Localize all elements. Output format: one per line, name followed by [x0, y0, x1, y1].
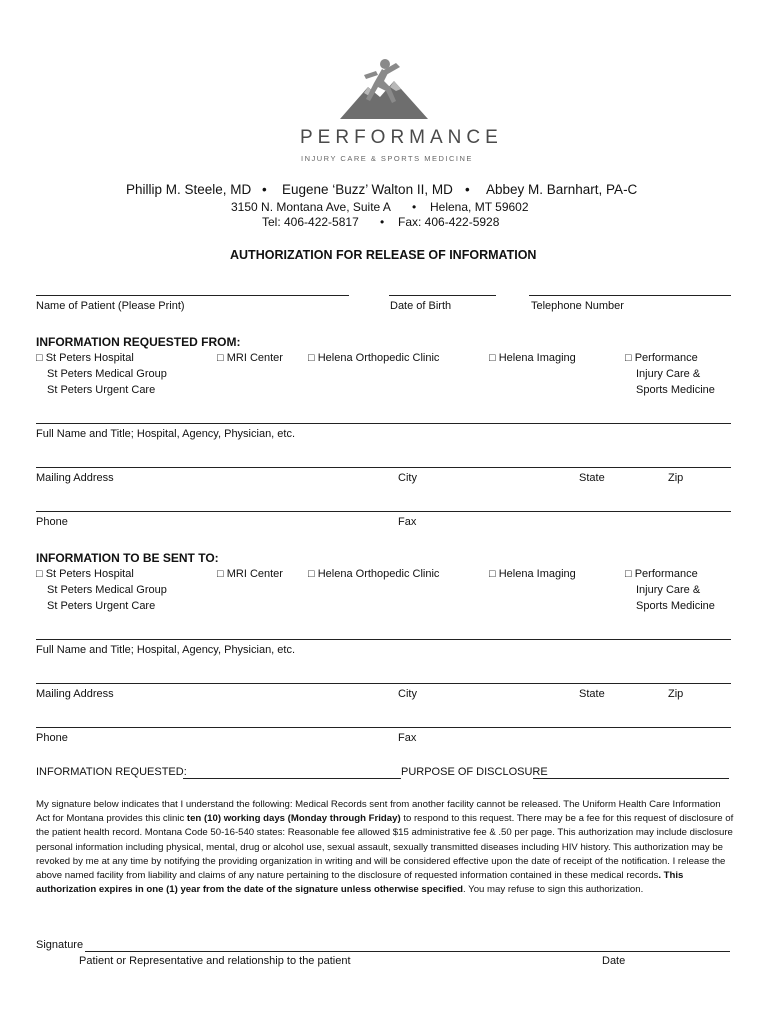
from-helena-imaging-checkbox[interactable]: □ Helena Imaging: [489, 352, 576, 364]
fax-label: Fax: [398, 516, 417, 528]
info-requested-label: INFORMATION REQUESTED:: [36, 766, 187, 778]
from-phone-field[interactable]: [36, 511, 731, 512]
option-line: Injury Care &: [636, 584, 701, 596]
mailing-label: Mailing Address: [36, 472, 114, 484]
city-label: City: [398, 472, 417, 484]
checkbox-icon: □: [489, 568, 496, 580]
checkbox-icon: □: [489, 352, 496, 364]
phone-label: Phone: [36, 732, 68, 744]
patient-name-label: Name of Patient (Please Print): [36, 300, 185, 312]
from-heading: INFORMATION REQUESTED FROM:: [36, 335, 241, 349]
brand-tagline: INJURY CARE & SPORTS MEDICINE: [301, 154, 473, 163]
from-mailing-field[interactable]: [36, 467, 731, 468]
purpose-label: PURPOSE OF DISCLOSURE: [401, 766, 548, 778]
from-fullname-field[interactable]: [36, 423, 731, 424]
to-fullname-field[interactable]: [36, 639, 731, 640]
info-requested-field[interactable]: [183, 778, 401, 779]
checkbox-icon: □: [625, 568, 632, 580]
bullet-separator: •: [380, 215, 385, 229]
bullet-separator: •: [465, 182, 470, 197]
mailing-label: Mailing Address: [36, 688, 114, 700]
option-line: St Peters Urgent Care: [47, 600, 156, 612]
signature-date-label: Date: [602, 955, 626, 967]
fullname-label: Full Name and Title; Hospital, Agency, Physician, etc.: [36, 428, 296, 440]
clinic-fax: Fax: 406-422-5928: [398, 215, 500, 229]
bullet-separator: •: [262, 182, 267, 197]
clinic-street: 3150 N. Montana Ave, Suite A: [231, 200, 391, 214]
telephone-field[interactable]: [529, 295, 731, 296]
from-performance-checkbox[interactable]: □ Performance: [625, 352, 698, 364]
option-line: St Peters Medical Group: [47, 584, 167, 596]
state-label: State: [579, 688, 605, 700]
phone-label: Phone: [36, 516, 68, 528]
option-line: Sports Medicine: [636, 384, 715, 396]
to-helena-imaging-checkbox[interactable]: □ Helena Imaging: [489, 568, 576, 580]
disclosure-emphasis: . This authorization expires in one (1) year from the date of the signature unless otherwise specified: [36, 870, 684, 896]
state-label: State: [579, 472, 605, 484]
purpose-field[interactable]: [533, 778, 729, 779]
checkbox-icon: □: [36, 352, 43, 364]
from-mri-checkbox[interactable]: □ MRI Center: [217, 352, 283, 364]
signature-field[interactable]: [85, 951, 730, 952]
from-helena-ortho-checkbox[interactable]: □ Helena Orthopedic Clinic: [308, 352, 440, 364]
dob-label: Date of Birth: [390, 300, 452, 312]
to-phone-field[interactable]: [36, 727, 731, 728]
form-title: AUTHORIZATION FOR RELEASE OF INFORMATION: [230, 248, 537, 262]
option-line: Sports Medicine: [636, 600, 715, 612]
checkbox-icon: □: [625, 352, 632, 364]
checkbox-icon: □: [308, 352, 315, 364]
dob-field[interactable]: [389, 295, 496, 296]
to-heading: INFORMATION TO BE SENT TO:: [36, 551, 219, 565]
runner-mountain-logo-icon: [338, 57, 430, 121]
checkbox-icon: □: [36, 568, 43, 580]
physician-name: Abbey M. Barnhart, PA-C: [486, 182, 638, 197]
checkbox-icon: □: [217, 352, 224, 364]
disclosure-paragraph: My signature below indicates that I understand the following: Medical Records sent from another facility cannot be released. The Uniform Health Care Information Act for Montana provides this clinic ten (10) working days (Monday through Friday) to respond to this request. There may be a fee for this request of disclosure of the patient health record. Montana Code 50-16-540 states: Reasonable fee allowed $15 administrative fee & .50 per page. This authorization may include disclosure personal information including physical, mental, drug or alcohol use, sexual assault, sexually transmitted diseases including HIV history. This authorization may be revoked by me at any time by notifying the providing organization in writing and will be considered effective upon the date of receipt of the notification. I release the above named facility from liability and claims of any nature pertaining to the disclosure of requested information contained in these medical records. This authorization expires in one (1) year from the date of the signature unless otherwise specified. You may refuse to sign this authorization.: [36, 799, 734, 896]
option-line: St Peters Medical Group: [47, 368, 167, 380]
zip-label: Zip: [668, 472, 684, 484]
clinic-city: Helena, MT 59602: [430, 200, 529, 214]
clinic-tel: Tel: 406-422-5817: [262, 215, 359, 229]
bullet-separator: •: [412, 200, 417, 214]
to-performance-checkbox[interactable]: □ Performance: [625, 568, 698, 580]
zip-label: Zip: [668, 688, 684, 700]
option-line: Injury Care &: [636, 368, 701, 380]
to-helena-ortho-checkbox[interactable]: □ Helena Orthopedic Clinic: [308, 568, 440, 580]
to-st-peters-checkbox[interactable]: □ St Peters Hospital: [36, 568, 134, 580]
checkbox-icon: □: [308, 568, 315, 580]
telephone-label: Telephone Number: [531, 300, 624, 312]
to-mri-checkbox[interactable]: □ MRI Center: [217, 568, 283, 580]
physician-name: Eugene ‘Buzz’ Walton II, MD: [282, 182, 453, 197]
option-line: St Peters Urgent Care: [47, 384, 156, 396]
fullname-label: Full Name and Title; Hospital, Agency, Physician, etc.: [36, 644, 296, 656]
brand-name: PERFORMANCE: [300, 127, 503, 148]
from-st-peters-checkbox[interactable]: □ St Peters Hospital: [36, 352, 134, 364]
patient-name-field[interactable]: [36, 295, 349, 296]
signature-sub-label: Patient or Representative and relationship to the patient: [79, 955, 351, 967]
checkbox-icon: □: [217, 568, 224, 580]
disclosure-emphasis: ten (10) working days (Monday through Friday): [186, 813, 401, 825]
to-mailing-field[interactable]: [36, 683, 731, 684]
signature-label: Signature: [36, 939, 84, 951]
city-label: City: [398, 688, 417, 700]
physician-name: Phillip M. Steele, MD: [126, 182, 252, 197]
fax-label: Fax: [398, 732, 417, 744]
